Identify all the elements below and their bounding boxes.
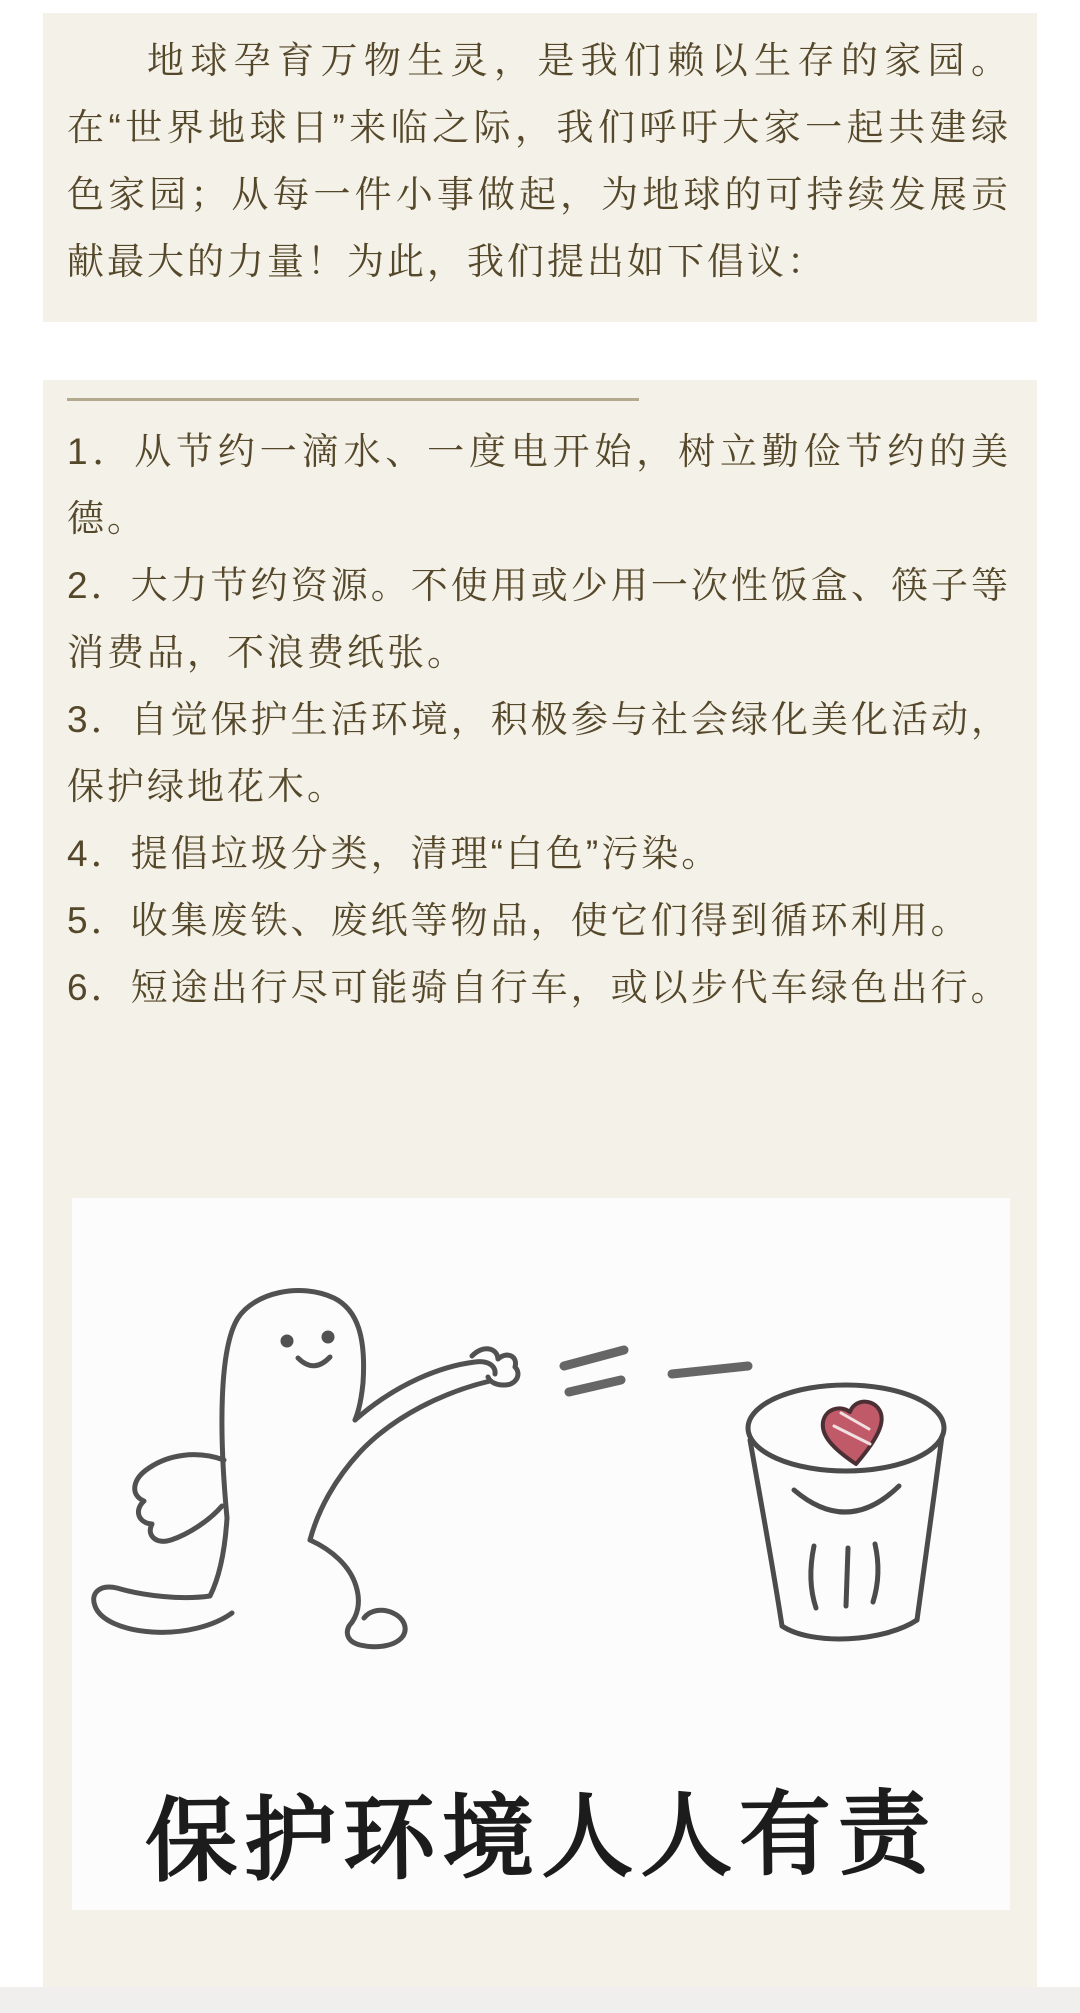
illustration-caption: 保护环境人人有责 xyxy=(144,1779,938,1896)
proposal-item-2: 2．大力节约资源。不使用或少用一次性饭盒、筷子等消费品，不浪费纸张。 xyxy=(67,565,1011,673)
motion-dashes-icon xyxy=(564,1350,748,1392)
proposal-list xyxy=(67,418,1011,1021)
illustration-figure xyxy=(72,1198,1010,1910)
proposal-item-3: 3．自觉保护生活环境，积极参与社会绿化美化活动，保护绿地花木。 xyxy=(67,699,1011,807)
proposal-item-5: 5．收集废铁、废纸等物品，使它们得到循环利用。 xyxy=(67,900,971,941)
proposal-item-4: 4．提倡垃圾分类，清理“白色”污染。 xyxy=(67,833,722,874)
intro-card xyxy=(43,13,1037,322)
proposals-card xyxy=(43,380,1037,1987)
heart-icon xyxy=(823,1402,882,1464)
throwing-trash-sketch xyxy=(72,1198,1010,1758)
section-divider xyxy=(67,398,639,401)
proposal-item-1: 1．从节约一滴水、一度电开始，树立勤俭节约的美德。 xyxy=(67,431,1011,539)
person-sketch xyxy=(94,1291,518,1647)
intro-paragraph: 地球孕育万物生灵，是我们赖以生存的家园。在“世界地球日”来临之际，我们呼吁大家一起共建绿色家园；从每一件小事做起，为地球的可持续发展贡献最大的力量！为此，我们提出如下倡议： xyxy=(67,40,1011,282)
bottom-strip xyxy=(0,1987,1080,2013)
proposal-item-6: 6．短途出行尽可能骑自行车，或以步代车绿色出行。 xyxy=(67,967,1011,1008)
